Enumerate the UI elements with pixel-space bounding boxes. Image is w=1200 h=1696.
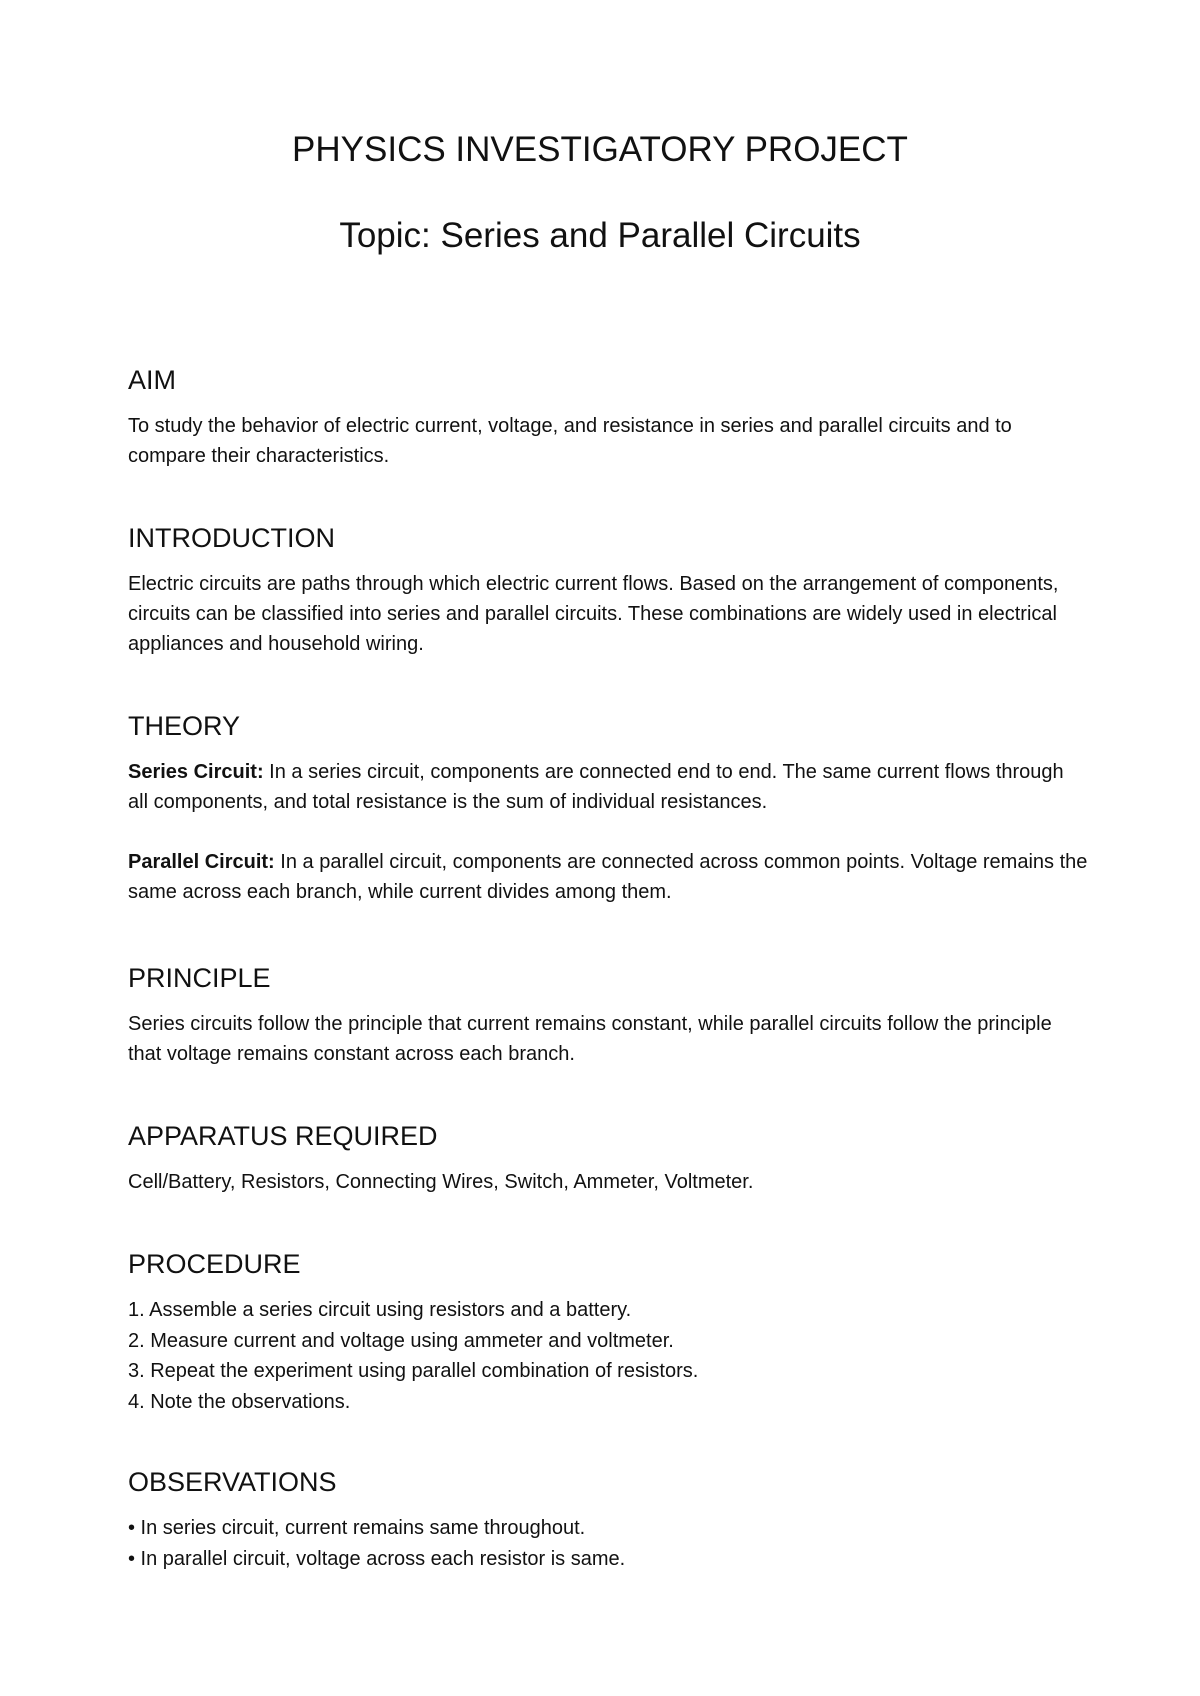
parallel-circuit-label: Parallel Circuit: (128, 851, 275, 873)
section-heading: APPARATUS REQUIRED (128, 1121, 438, 1151)
section-text: Series circuits follow the principle that current remains constant, while parallel circuits follow the principle that voltage remains constant across each branch. (128, 1013, 1052, 1065)
section-text: Cell/Battery, Resistors, Connecting Wires, Switch, Ammeter, Voltmeter. (128, 1171, 754, 1193)
section-heading: AIM (128, 365, 177, 395)
section-principle (128, 962, 1088, 1069)
section-introduction (128, 522, 1088, 659)
observation-item: • In parallel circuit, voltage across each resistor is same. (128, 1547, 626, 1570)
observation-list (128, 1513, 1088, 1574)
document-title: PHYSICS INVESTIGATORY PROJECT (292, 130, 908, 169)
section-heading: OBSERVATIONS (128, 1467, 337, 1497)
section-text: To study the behavior of electric current, voltage, and resistance in series and parallel circuits and to compare their characteristics. (128, 415, 1012, 467)
parallel-circuit-paragraph (128, 847, 1088, 907)
section-theory (128, 710, 1088, 907)
section-text: Electric circuits are paths through which electric current flows. Based on the arrangement of components, circuits can be classified into series and parallel circuits. These combinations are widely used in electrical appliances and household wiring. (128, 573, 1059, 655)
series-circuit-label: Series Circuit: (128, 761, 264, 783)
parallel-circuit-text: In a parallel circuit, components are connected across common points. Voltage remains the same across each branch, while current divides among them. (128, 851, 1088, 903)
procedure-steps (128, 1295, 1088, 1417)
section-apparatus (128, 1120, 1088, 1197)
procedure-step: 3. Repeat the experiment using parallel combination of resistors. (128, 1360, 699, 1382)
section-heading: PRINCIPLE (128, 963, 271, 993)
document-topic: Topic: Series and Parallel Circuits (339, 216, 861, 255)
procedure-step: 4. Note the observations. (128, 1390, 351, 1413)
section-heading: THEORY (128, 711, 241, 741)
section-observations (128, 1466, 1088, 1574)
procedure-step: 2. Measure current and voltage using ammeter and voltmeter. (128, 1329, 674, 1352)
section-aim (128, 364, 1088, 471)
section-heading: INTRODUCTION (128, 523, 335, 553)
procedure-step: 1. Assemble a series circuit using resistors and a battery. (128, 1299, 632, 1321)
section-procedure (128, 1248, 1088, 1417)
section-heading: PROCEDURE (128, 1249, 301, 1279)
series-circuit-text: In a series circuit, components are connected end to end. The same current flows through all components, and total resistance is the sum of individual resistances. (128, 761, 1064, 813)
series-circuit-paragraph (128, 757, 1088, 817)
observation-item: • In series circuit, current remains same throughout. (128, 1517, 586, 1539)
